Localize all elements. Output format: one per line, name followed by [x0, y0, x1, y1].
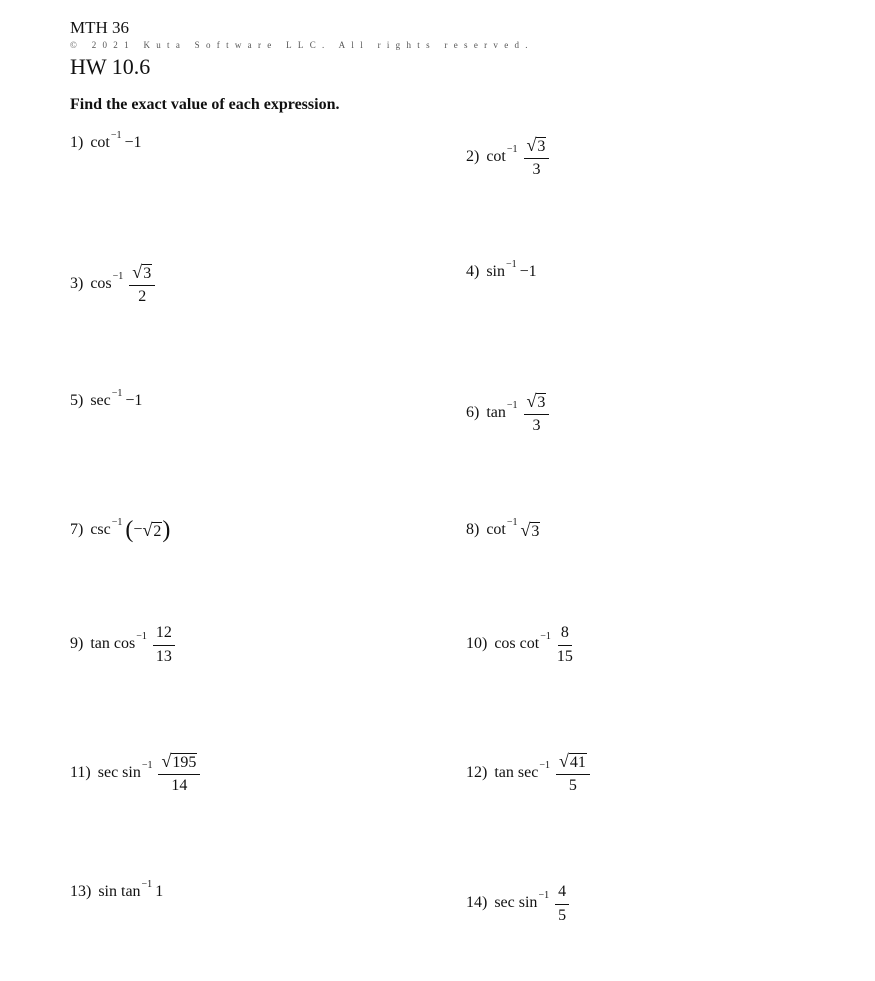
problem-14 — [466, 878, 569, 928]
instructions: Find the exact value of each expression. — [70, 96, 340, 113]
numerator: 8 — [558, 623, 572, 646]
inverse-exponent: −1 — [506, 258, 517, 270]
problem-3 — [70, 259, 155, 309]
problem-number: 5) — [70, 392, 84, 409]
inverse-exponent: −1 — [506, 399, 518, 411]
problem-number: 10) — [466, 635, 488, 652]
course-name: MTH 36 — [70, 18, 130, 37]
fraction — [524, 391, 550, 435]
inverse-exponent: −1 — [506, 516, 518, 528]
function-name: sin tan — [98, 883, 141, 900]
problem-7 — [70, 505, 170, 555]
function-name: sec sin — [97, 764, 141, 781]
denominator: 2 — [138, 288, 147, 305]
radicand: 3 — [143, 265, 152, 282]
function-name: sec — [90, 392, 111, 409]
radicand: 41 — [569, 754, 586, 771]
problem-2 — [466, 132, 549, 182]
radicand: 3 — [537, 394, 546, 411]
inverse-exponent: −1 — [538, 889, 550, 901]
numerator: 4 — [555, 882, 569, 905]
fraction — [524, 135, 550, 179]
function-name: tan sec — [494, 764, 539, 781]
fraction — [129, 262, 155, 306]
inverse-exponent: −1 — [111, 516, 123, 528]
function-name: tan cos — [90, 635, 136, 652]
problem-12 — [466, 748, 590, 798]
open-paren: ( — [125, 517, 134, 543]
problem-number: 9) — [70, 635, 84, 652]
problem-number: 8) — [466, 521, 480, 538]
negative-sign: − — [133, 521, 143, 538]
function-name: cot — [486, 521, 506, 538]
argument: 1 — [155, 883, 164, 900]
radicand: 3 — [531, 522, 540, 540]
problem-number: 2) — [466, 148, 480, 165]
function-name: sec sin — [494, 894, 538, 911]
problem-13 — [70, 867, 163, 917]
numerator-radical — [524, 391, 550, 415]
numerator-radical — [556, 751, 590, 775]
fraction — [556, 751, 590, 795]
inverse-exponent: −1 — [141, 878, 153, 890]
problem-number: 13) — [70, 883, 92, 900]
fraction — [158, 751, 200, 795]
radical-sign: √ — [132, 262, 143, 282]
function-name: tan — [486, 404, 506, 421]
function-name: sin — [486, 263, 505, 280]
radical — [521, 520, 541, 541]
function-name: cot — [486, 148, 506, 165]
radical-sign: √ — [161, 751, 172, 771]
problem-number: 1) — [70, 134, 84, 151]
radicand: 3 — [537, 138, 546, 155]
numerator-radical — [129, 262, 155, 286]
argument: −1 — [125, 392, 143, 409]
inverse-exponent: −1 — [506, 143, 518, 155]
denominator: 5 — [558, 906, 567, 924]
fraction — [557, 623, 573, 666]
radical-sign: √ — [526, 391, 537, 411]
problem-number: 7) — [70, 521, 84, 538]
radicand: 195 — [172, 754, 197, 771]
problem-9 — [70, 619, 175, 669]
inverse-exponent: −1 — [110, 129, 122, 141]
problem-number: 12) — [466, 764, 488, 781]
problem-6 — [466, 388, 549, 438]
radical-sign: √ — [142, 519, 153, 540]
numerator-radical — [524, 135, 550, 159]
fraction — [153, 623, 175, 666]
numerator-radical — [158, 751, 200, 775]
inverse-exponent: −1 — [539, 759, 550, 771]
denominator: 14 — [171, 777, 188, 794]
problem-8 — [466, 505, 540, 555]
problem-number: 11) — [70, 764, 91, 781]
function-name: csc — [90, 521, 111, 538]
argument: −1 — [124, 134, 142, 151]
copyright-notice: © 2021 Kuta Software LLC. All rights reserved. — [70, 40, 534, 50]
fraction — [555, 882, 569, 925]
problem-10 — [466, 619, 573, 669]
denominator: 13 — [155, 647, 172, 665]
inverse-exponent: −1 — [112, 270, 124, 282]
inverse-exponent: −1 — [141, 759, 153, 771]
radical-sign: √ — [526, 135, 537, 155]
inverse-exponent: −1 — [540, 630, 551, 642]
inverse-exponent: −1 — [136, 630, 147, 642]
problem-number: 4) — [466, 263, 480, 280]
radical-sign: √ — [558, 751, 569, 771]
problem-number: 6) — [466, 404, 480, 421]
argument: −1 — [519, 263, 537, 280]
radical — [142, 520, 162, 541]
problem-11 — [70, 748, 200, 798]
function-name: cos cot — [494, 635, 540, 652]
denominator: 3 — [532, 161, 541, 178]
function-name: cot — [90, 134, 110, 151]
problem-number: 3) — [70, 275, 84, 292]
function-name: cos — [90, 275, 112, 292]
numerator: 12 — [153, 623, 175, 646]
inverse-exponent: −1 — [111, 387, 123, 399]
problem-4 — [466, 247, 537, 297]
denominator: 15 — [556, 647, 573, 665]
denominator: 3 — [532, 417, 541, 434]
radical-sign: √ — [520, 519, 531, 540]
problem-5 — [70, 376, 142, 426]
problem-1 — [70, 118, 142, 168]
problem-number: 14) — [466, 894, 488, 911]
worksheet-title: HW 10.6 — [70, 54, 151, 79]
close-paren: ) — [162, 517, 171, 543]
radicand: 2 — [153, 522, 162, 540]
denominator: 5 — [568, 777, 577, 794]
